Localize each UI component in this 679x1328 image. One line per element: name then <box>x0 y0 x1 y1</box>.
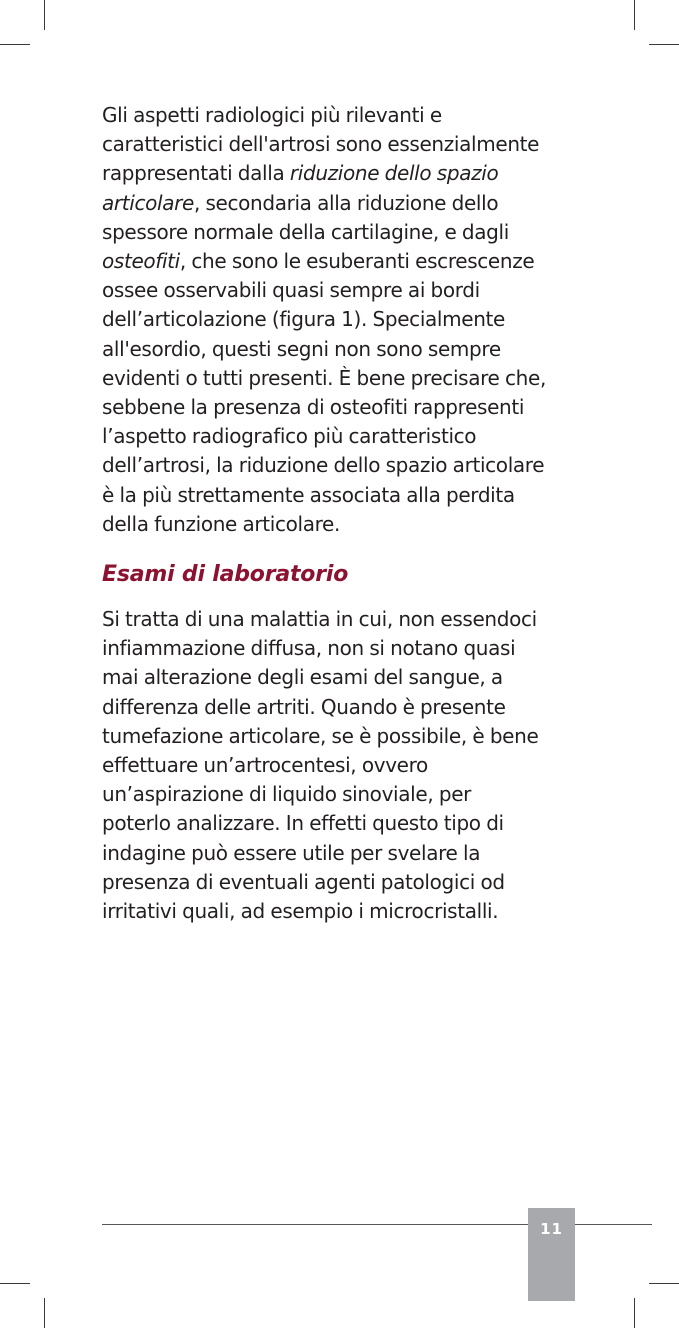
italic-term: riduzione dello spazio <box>289 161 499 186</box>
page-number: 11 <box>540 1220 563 1238</box>
paragraph-line <box>102 247 592 276</box>
paragraph-line: caratteristici dell'artrosi sono essenzialmente <box>102 132 540 157</box>
crop-mark-top-right-horizontal <box>649 44 679 45</box>
paragraph-line: ossee osservabili quasi sempre ai bordi <box>102 278 480 303</box>
paragraph-line: presenza di eventuali agenti patologici od <box>102 869 505 894</box>
crop-mark-bottom-right-horizontal <box>649 1283 679 1284</box>
line-text: , secondaria alla riduzione dello <box>193 190 499 215</box>
crop-mark-bottom-left-vertical <box>44 1298 45 1328</box>
paragraph-line: un’aspirazione di liquido sinoviale, per <box>102 782 472 807</box>
paragraph-line: infiammazione diffusa, non si notano quasi <box>102 636 516 661</box>
paragraph-line: Si tratta di una malattia in cui, non essendoci <box>102 607 537 631</box>
crop-mark-top-left-vertical <box>44 0 45 30</box>
paragraph-line: dell’articolazione (figura 1). Specialmente <box>102 307 505 332</box>
paragraph-line: dell’artrosi, la riduzione dello spazio articolare <box>102 453 545 478</box>
paragraph-line: spessore normale della cartilagine, e dagli <box>102 219 509 244</box>
paragraph-line: irritativi quali, ad esempio i microcristalli. <box>102 899 499 924</box>
paragraph-line: mai alterazione degli esami del sangue, a <box>102 665 503 690</box>
body-paragraph-lab-exams <box>102 605 592 926</box>
crop-mark-top-right-vertical <box>634 0 635 30</box>
paragraph-line: sebbene la presenza di osteofiti rappresenti <box>102 395 525 420</box>
line-text: rappresentati dalla <box>102 161 290 186</box>
line-text: , che sono le esuberanti escrescenze <box>179 249 535 274</box>
paragraph-line <box>102 159 592 188</box>
paragraph-line: indagine può essere utile per svelare la <box>102 840 481 865</box>
paragraph-line <box>102 189 592 218</box>
paragraph-line: l’aspetto radiografico più caratteristico <box>102 424 477 449</box>
paragraph-line: tumefazione articolare, se è possibile, è bene <box>102 723 539 748</box>
crop-mark-top-left-horizontal <box>0 44 30 45</box>
crop-mark-bottom-left-horizontal <box>0 1283 30 1284</box>
section-heading-lab-exams: Esami di laboratorio <box>102 562 349 587</box>
crop-mark-bottom-right-vertical <box>634 1298 635 1328</box>
paragraph-line: della funzione articolare. <box>102 511 341 536</box>
paragraph-line: differenza delle artriti. Quando è presente <box>102 694 506 719</box>
paragraph-line: all'esordio, questi segni non sono sempre <box>102 336 501 361</box>
body-paragraph-radiology <box>102 101 592 539</box>
paragraph-line: evidenti o tutti presenti. È bene precisare che, <box>102 365 546 390</box>
paragraph-line: è la più strettamente associata alla perdita <box>102 482 515 507</box>
italic-term: articolare <box>102 190 194 215</box>
paragraph-line: poterlo analizzare. In effetti questo tipo di <box>102 811 504 836</box>
paragraph-line: effettuare un’artrocentesi, ovvero <box>102 753 428 778</box>
italic-term: osteofiti <box>102 249 180 274</box>
paragraph-line: Gli aspetti radiologici più rilevanti e <box>102 103 442 127</box>
